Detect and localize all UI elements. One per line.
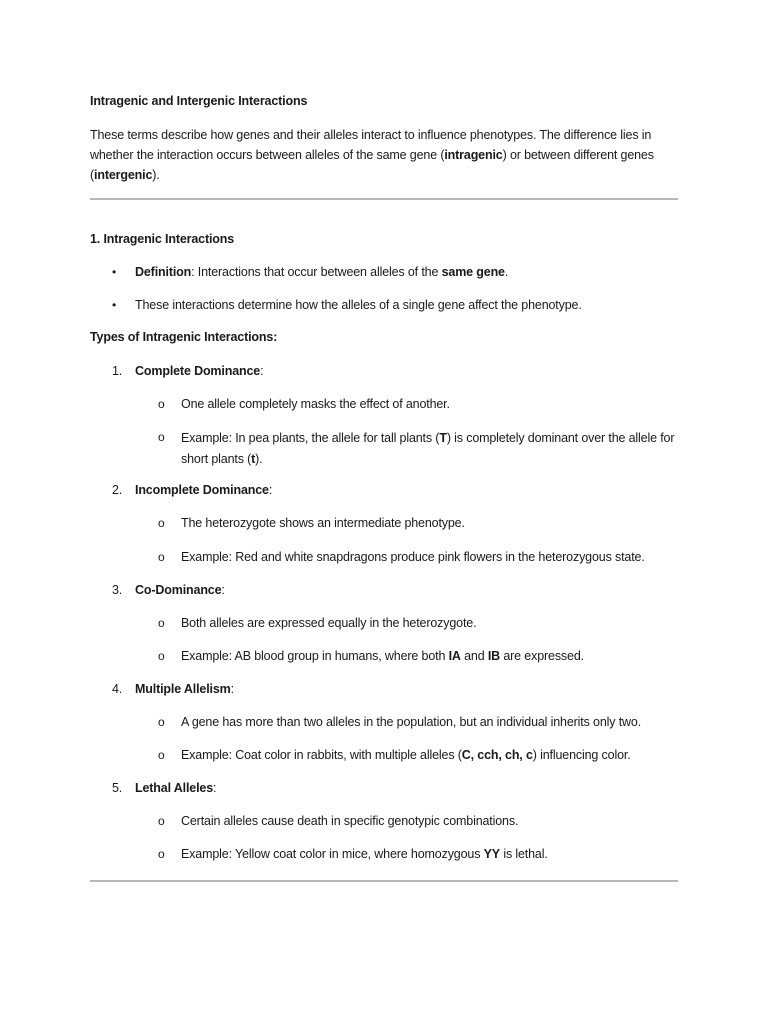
divider bbox=[90, 198, 678, 200]
sub-text: are expressed. bbox=[500, 649, 584, 663]
sub-text: is lethal. bbox=[500, 847, 548, 861]
intro-bold-intergenic: intergenic bbox=[94, 168, 153, 182]
sub-item: Both alleles are expressed equally in the heterozygote. bbox=[181, 616, 477, 630]
sub-marker: o bbox=[158, 616, 165, 630]
sub-item bbox=[181, 428, 681, 470]
sub-marker: o bbox=[158, 516, 165, 530]
bullet-text: These interactions determine how the alleles of a single gene affect the phenotype. bbox=[135, 298, 582, 312]
sub-item bbox=[181, 649, 584, 663]
sub-item: Certain alleles cause death in specific genotypic combinations. bbox=[181, 814, 519, 828]
intro-text: These terms describe how genes and their alleles interact to influence phenotypes. The difference lies in whether the interaction occurs between alleles of the same gene ( bbox=[90, 128, 652, 162]
sub-bold: IB bbox=[487, 649, 501, 663]
sub-marker: o bbox=[158, 847, 165, 861]
type-title-suffix: : bbox=[213, 781, 217, 795]
sub-text: ) is completely dominant over the allele for short plants ( bbox=[181, 431, 675, 466]
sub-marker: o bbox=[158, 550, 165, 564]
sub-item: One allele completely masks the effect of another. bbox=[181, 397, 450, 411]
bullet-marker: • bbox=[112, 265, 117, 279]
type-title bbox=[135, 364, 263, 378]
sub-bold: C, cch, ch, c bbox=[461, 748, 533, 762]
intro-paragraph bbox=[90, 125, 682, 185]
sub-item: A gene has more than two alleles in the population, but an individual inherits only two. bbox=[181, 715, 642, 729]
intro-text: ) or between different genes ( bbox=[90, 148, 654, 182]
list-number: 5. bbox=[112, 781, 123, 795]
sub-text: ). bbox=[255, 452, 263, 466]
type-title bbox=[135, 781, 216, 795]
sub-text: Example: AB blood group in humans, where both bbox=[181, 649, 449, 663]
bullet-bold: same gene bbox=[441, 265, 505, 279]
type-title-suffix: : bbox=[221, 583, 225, 597]
list-number: 2. bbox=[112, 483, 123, 497]
sub-marker: o bbox=[158, 430, 165, 444]
sub-bold: YY bbox=[483, 847, 500, 861]
type-title-text: Complete Dominance bbox=[135, 364, 261, 378]
sub-marker: o bbox=[158, 715, 165, 729]
document-title: Intragenic and Intergenic Interactions bbox=[90, 94, 308, 108]
divider bbox=[90, 880, 678, 882]
type-title-text: Incomplete Dominance bbox=[135, 483, 269, 497]
sub-bold: IA bbox=[448, 649, 461, 663]
sub-marker: o bbox=[158, 748, 165, 762]
sub-item: Example: Red and white snapdragons produce pink flowers in the heterozygous state. bbox=[181, 550, 645, 564]
sub-text: Example: Coat color in rabbits, with multiple alleles ( bbox=[181, 748, 462, 762]
list-number: 1. bbox=[112, 364, 123, 378]
section-heading: 1. Intragenic Interactions bbox=[90, 232, 235, 246]
type-title-suffix: : bbox=[268, 483, 273, 497]
sub-item bbox=[181, 847, 548, 861]
sub-bold: t bbox=[251, 452, 256, 466]
type-title bbox=[135, 583, 225, 597]
sub-text: Example: In pea plants, the allele for tall plants ( bbox=[181, 431, 440, 445]
bullet-text: : Interactions that occur between alleles of the bbox=[191, 265, 442, 279]
sub-bold: T bbox=[439, 431, 447, 445]
sub-text: ) influencing color. bbox=[532, 748, 631, 762]
type-title-suffix: : bbox=[230, 682, 234, 696]
list-number: 3. bbox=[112, 583, 123, 597]
type-title-text: Co-Dominance bbox=[135, 583, 222, 597]
bullet-text: . bbox=[504, 265, 509, 279]
intro-text: ). bbox=[152, 168, 160, 182]
types-heading: Types of Intragenic Interactions: bbox=[90, 330, 278, 344]
sub-text: and bbox=[460, 649, 488, 663]
bullet-marker: • bbox=[112, 298, 117, 312]
sub-marker: o bbox=[158, 814, 165, 828]
type-title bbox=[135, 682, 234, 696]
sub-item: The heterozygote shows an intermediate phenotype. bbox=[181, 516, 465, 530]
sub-text: Example: Yellow coat color in mice, where homozygous bbox=[181, 847, 484, 861]
list-number: 4. bbox=[112, 682, 123, 696]
sub-marker: o bbox=[158, 397, 165, 411]
type-title bbox=[135, 483, 272, 497]
type-title-text: Lethal Alleles bbox=[135, 781, 214, 795]
bullet-label: Definition bbox=[135, 265, 192, 279]
type-title-text: Multiple Allelism bbox=[135, 682, 231, 696]
bullet-definition bbox=[135, 265, 508, 279]
sub-marker: o bbox=[158, 649, 165, 663]
sub-item bbox=[181, 748, 631, 762]
intro-bold-intragenic: intragenic bbox=[444, 148, 503, 162]
type-title-suffix: : bbox=[260, 364, 264, 378]
